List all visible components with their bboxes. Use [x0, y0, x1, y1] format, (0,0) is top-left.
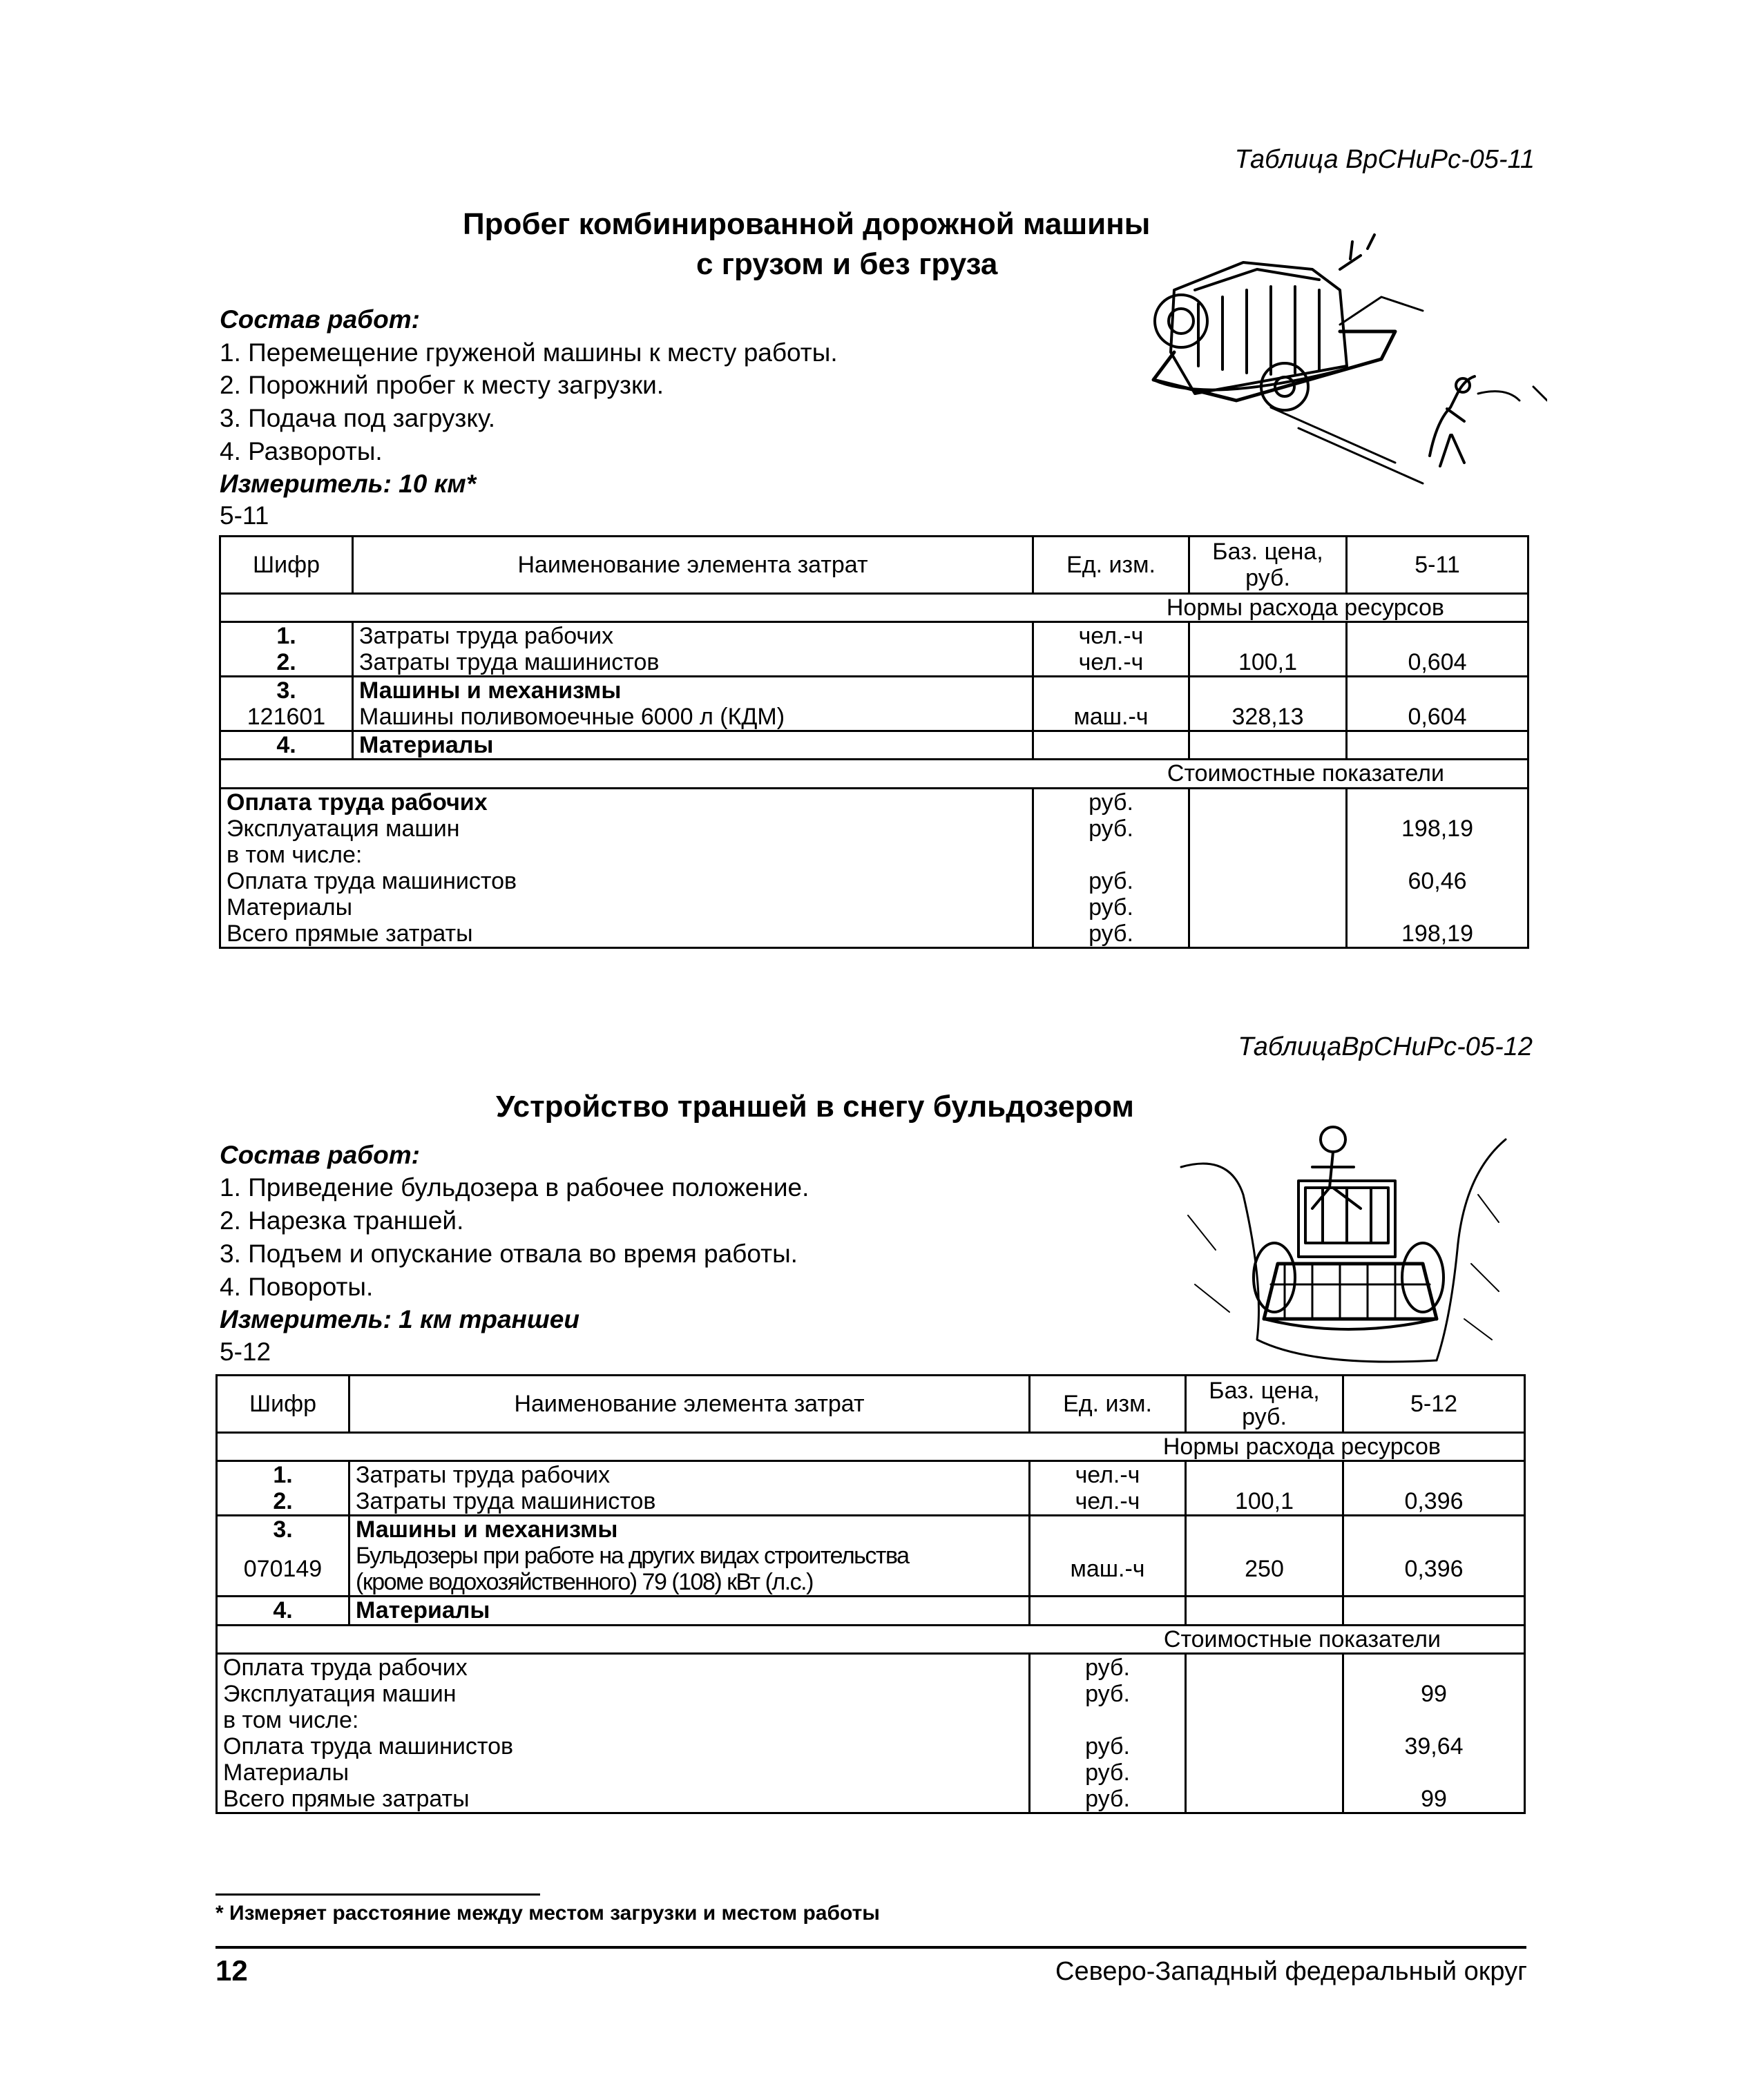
- cost-row: Оплата труда рабочих руб.: [217, 1653, 1525, 1681]
- table-header: [217, 1376, 1525, 1433]
- table-row: 2. Затраты труда машинистов чел.-ч 100,1 0,396: [217, 1488, 1525, 1516]
- norms-section-title: Нормы расхода ресурсов: [220, 594, 1528, 622]
- header-unit: Ед. изм.: [1033, 537, 1189, 594]
- table-id-05-12: ТаблицаВрСНиРс-05-12: [1238, 1032, 1533, 1061]
- header-cipher: Шифр: [220, 537, 353, 594]
- table-id-05-11: Таблица ВрСНиРс-05-11: [1234, 145, 1535, 174]
- work-composition-label-05-11: Состав работ:: [220, 305, 420, 334]
- cost-row: Оплата труда машинистов руб. 39,64: [217, 1733, 1525, 1760]
- cost-row: Всего прямые затраты руб. 99: [217, 1786, 1525, 1813]
- work-item-05-12-3: 3. Подъем и опускание отвала во время работы.: [220, 1240, 798, 1268]
- cost-row: в том числе:: [220, 842, 1528, 868]
- work-item-05-11-3: 3. Подача под загрузку.: [220, 404, 495, 432]
- work-item-05-11-1: 1. Перемещение груженой машины к месту работы.: [220, 338, 838, 367]
- table-row: 1. Затраты труда рабочих чел.-ч: [217, 1461, 1525, 1489]
- cost-section-title: Стоимостные показатели: [217, 1625, 1525, 1653]
- table-row: 4. Материалы: [220, 731, 1528, 760]
- cost-row: в том числе:: [217, 1707, 1525, 1733]
- footnote: * Измеряет расстояние между местом загрузки и местом работы: [215, 1902, 880, 1925]
- table-row: 3. Машины и механизмы: [220, 677, 1528, 704]
- work-item-05-12-4: 4. Повороты.: [220, 1273, 374, 1301]
- work-item-05-11-2: 2. Порожний пробег к месту загрузки.: [220, 371, 664, 399]
- footnote-divider: [215, 1893, 540, 1896]
- cost-row: Материалы руб.: [220, 894, 1528, 920]
- norms-table-05-12: [215, 1374, 1526, 1814]
- table-code-05-12: 5-12: [220, 1338, 271, 1366]
- header-price: Баз. цена, руб.: [1189, 537, 1347, 594]
- footer-district: Северо-Западный федеральный округ: [1055, 1957, 1527, 1986]
- measure-label-05-12: Измеритель: 1 км траншеи: [220, 1305, 579, 1333]
- header-code: 5-12: [1343, 1376, 1525, 1433]
- cost-section-title: Стоимостные показатели: [220, 760, 1528, 788]
- cost-row: Эксплуатация машин руб. 99: [217, 1681, 1525, 1707]
- work-item-05-12-2: 2. Нарезка траншей.: [220, 1206, 464, 1235]
- header-name: Наименование элемента затрат: [349, 1376, 1030, 1433]
- page-number: 12: [215, 1954, 248, 1987]
- cost-row: Оплата труда машинистов руб. 60,46: [220, 868, 1528, 894]
- table-header: [220, 537, 1528, 594]
- table-row: 3. Машины и механизмы: [217, 1516, 1525, 1543]
- table-row: 070149 Бульдозеры при работе на других видах строительства (кроме водохозяйственного) 79 (108) кВт (л.с.) маш.-ч 250 0,396: [217, 1543, 1525, 1597]
- work-composition-label-05-12: Состав работ:: [220, 1141, 420, 1169]
- norms-table-05-11: [219, 535, 1529, 949]
- table-row: 121601 Машины поливомоечные 6000 л (КДМ) маш.-ч 328,13 0,604: [220, 704, 1528, 731]
- section-title-05-12: Устройство траншей в снегу бульдозером: [496, 1090, 1134, 1124]
- work-item-05-12-1: 1. Приведение бульдозера в рабочее положение.: [220, 1173, 809, 1202]
- road-machine-illustration: [1133, 228, 1547, 490]
- table-row: 2. Затраты труда машинистов чел.-ч 100,1 0,604: [220, 649, 1528, 677]
- cost-row: Всего прямые затраты руб. 198,19: [220, 920, 1528, 948]
- table-row: 1. Затраты труда рабочих чел.-ч: [220, 622, 1528, 650]
- cost-row: Эксплуатация машин руб. 198,19: [220, 816, 1528, 842]
- header-cipher: Шифр: [217, 1376, 349, 1433]
- cost-row: Материалы руб.: [217, 1760, 1525, 1786]
- footer-divider: [215, 1946, 1526, 1949]
- section-title-05-11-line2: с грузом и без груза: [696, 247, 998, 281]
- header-price: Баз. цена, руб.: [1186, 1376, 1343, 1433]
- work-item-05-11-4: 4. Развороты.: [220, 437, 383, 465]
- cost-row: Оплата труда рабочих руб.: [220, 788, 1528, 816]
- table-row: 4. Материалы: [217, 1597, 1525, 1625]
- bulldozer-illustration: [1174, 1112, 1519, 1374]
- table-code-05-11: 5-11: [220, 501, 269, 530]
- header-code: 5-11: [1347, 537, 1528, 594]
- norms-section-title: Нормы расхода ресурсов: [217, 1433, 1525, 1461]
- header-unit: Ед. изм.: [1030, 1376, 1186, 1433]
- measure-label-05-11: Измеритель: 10 км*: [220, 470, 477, 498]
- header-name: Наименование элемента затрат: [353, 537, 1033, 594]
- section-title-05-11-line1: Пробег комбинированной дорожной машины: [463, 207, 1151, 241]
